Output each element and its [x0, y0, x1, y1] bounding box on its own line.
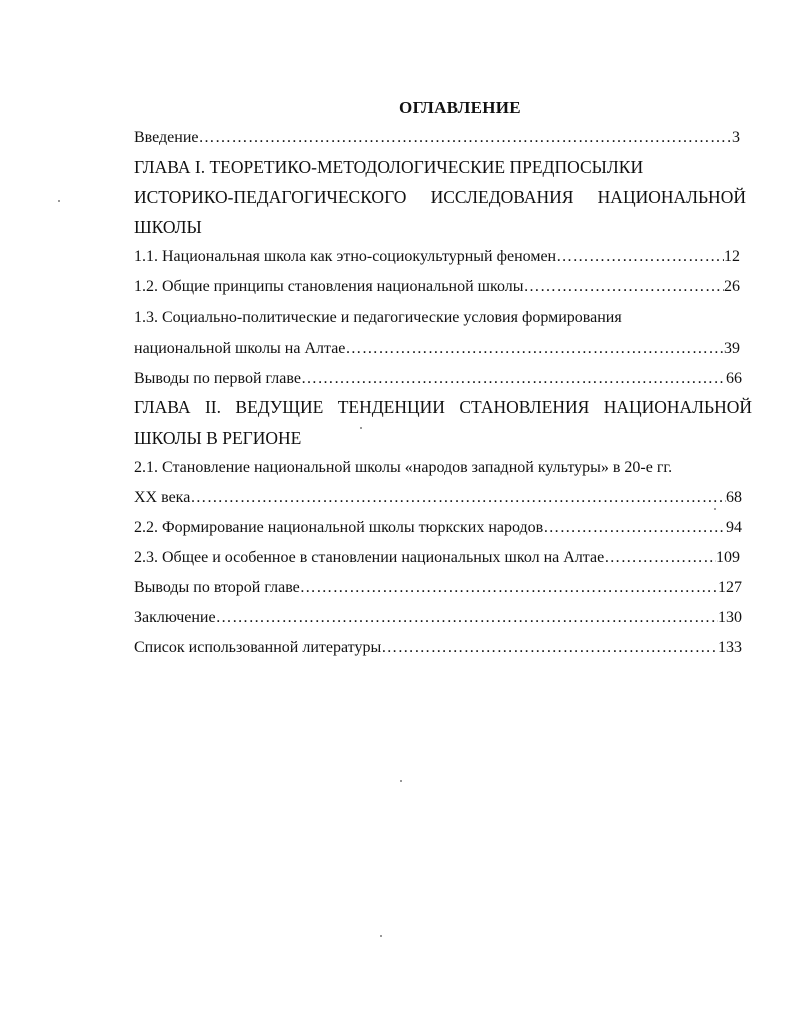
leader-dots	[300, 578, 718, 598]
toc-entry-title: Выводы по второй главе	[134, 579, 300, 596]
leader-dots	[345, 339, 724, 359]
chapter1-title-line1: ГЛАВА I. ТЕОРЕТИКО-МЕТОДОЛОГИЧЕСКИЕ ПРЕДПОСЫЛКИ	[134, 157, 644, 177]
chapter2-title-line1	[134, 396, 752, 418]
chapter2-title-line2: ШКОЛЫ В РЕГИОНЕ	[134, 428, 302, 448]
scan-speck	[400, 780, 402, 782]
leader-dots	[301, 369, 726, 389]
leader-dots	[523, 277, 724, 297]
chapter2-word: ГЛАВА	[134, 397, 191, 417]
toc-entry-1-3-line1: 1.3. Социально-политические и педагогические условия формирования	[134, 309, 622, 326]
toc-entry-title: национальной школы на Алтае	[134, 340, 346, 357]
chapter2-word: II.	[204, 397, 221, 417]
toc-entry-conclusion	[134, 608, 742, 628]
chapter2-word: НАЦИОНАЛЬНОЙ	[603, 397, 752, 417]
leader-dots	[199, 128, 733, 148]
toc-page-number: 3	[732, 129, 740, 146]
toc-entry-title: Выводы по первой главе	[134, 370, 301, 387]
toc-entry-intro	[134, 128, 740, 148]
toc-page-number: 39	[724, 340, 740, 357]
toc-page-number: 109	[716, 549, 740, 566]
toc-entry-1-3	[134, 339, 740, 359]
toc-entry-title: Список использованной литературы	[134, 639, 382, 656]
leader-dots	[381, 638, 718, 658]
toc-entry-2-2	[134, 518, 742, 538]
toc-entry-title: 2.2. Формирование национальной школы тюркских народов	[134, 519, 544, 536]
toc-page-number: 66	[726, 370, 742, 387]
toc-page-number: 94	[726, 519, 742, 536]
chapter1-word: ИСТОРИКО-ПЕДАГОГИЧЕСКОГО	[134, 187, 407, 207]
chapter1-word: ИССЛЕДОВАНИЯ	[430, 187, 574, 207]
chapter2-word: СТАНОВЛЕНИЯ	[459, 397, 590, 417]
toc-page-number: 130	[718, 609, 742, 626]
toc-heading: ОГЛАВЛЕНИЕ	[399, 98, 521, 117]
toc-entry-2-3	[134, 548, 740, 568]
toc-page-number: 133	[718, 639, 742, 656]
toc-entry-bibliography	[134, 638, 742, 658]
chapter1-title-line3: ШКОЛЫ	[134, 217, 202, 237]
toc-entry-title: Заключение	[134, 609, 216, 626]
toc-entry-title: 1.2. Общие принципы становления национальной школы	[134, 278, 524, 295]
toc-entry-title: 1.1. Национальная школа как этно-социокультурный феномен	[134, 248, 557, 265]
leader-dots	[190, 488, 726, 508]
toc-entry-title: Введение	[134, 129, 199, 146]
toc-entry-1-2	[134, 277, 740, 297]
scan-speck	[714, 508, 716, 510]
toc-page-number: 12	[724, 248, 740, 265]
toc-entry-title: 2.3. Общее и особенное в становлении национальных школ на Алтае	[134, 549, 605, 566]
chapter2-word: ВЕДУЩИЕ	[235, 397, 324, 417]
chapter1-title-line2	[134, 186, 746, 208]
chapter1-word: НАЦИОНАЛЬНОЙ	[597, 187, 746, 207]
leader-dots	[543, 518, 726, 538]
toc-page-number: 26	[724, 278, 740, 295]
toc-entry-conclusions-2	[134, 578, 742, 598]
toc-entry-2-1	[134, 488, 742, 508]
toc-page-number: 68	[726, 489, 742, 506]
leader-dots	[216, 608, 718, 628]
toc-entry-2-1-line1: 2.1. Становление национальной школы «народов западной культуры» в 20-е гг.	[134, 459, 673, 476]
toc-page-number: 127	[718, 579, 742, 596]
scan-speck	[360, 427, 362, 429]
toc-entry-conclusions-1	[134, 369, 742, 389]
scan-speck	[58, 200, 60, 202]
toc-entry-title: XX века	[134, 489, 191, 506]
leader-dots	[604, 548, 716, 568]
toc-entry-1-1	[134, 247, 740, 267]
chapter2-word: ТЕНДЕНЦИИ	[337, 397, 445, 417]
scan-speck	[380, 935, 382, 937]
leader-dots	[556, 247, 724, 267]
